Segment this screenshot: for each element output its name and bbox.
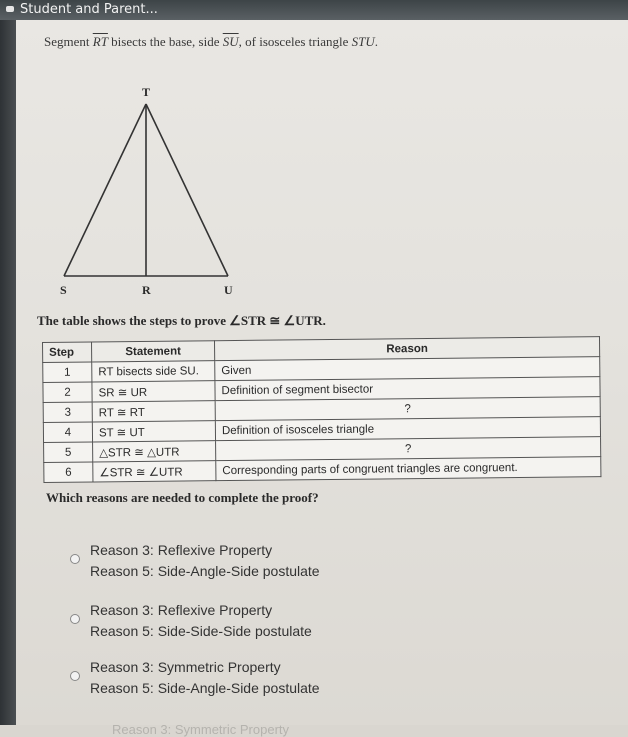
reason-cell-missing: ?: [215, 397, 600, 421]
problem-end: .: [374, 34, 378, 49]
reason-cell: Corresponding parts of congruent triangles are congruent.: [216, 457, 601, 481]
step-number: 2: [43, 382, 92, 403]
left-edge: [0, 20, 16, 725]
step-number: 5: [44, 442, 93, 463]
option-line-2: Reason 5: Side-Angle-Side postulate: [90, 680, 320, 696]
statement-cell: RT bisects side SU.: [92, 361, 215, 382]
radio-button[interactable]: [70, 671, 80, 681]
problem-prefix: Segment: [44, 34, 93, 49]
vertex-t-label: T: [142, 85, 151, 99]
option-line-1: Reason 3: Reflexive Property: [90, 542, 273, 558]
header-statement: Statement: [92, 341, 215, 362]
reason-cell: Given: [215, 357, 600, 381]
radio-button[interactable]: [70, 554, 80, 564]
step-number: 3: [43, 402, 92, 423]
problem-suffix: , of isosceles triangle: [238, 34, 352, 49]
question-page: [16, 20, 628, 737]
side-st: [64, 104, 146, 276]
header-reason: Reason: [214, 337, 599, 361]
window-title: Student and Parent...: [20, 2, 158, 17]
statement-cell: RT ≅ RT: [92, 401, 215, 422]
problem-mid: bisects the base, side: [107, 34, 223, 49]
triangle-name: STU: [351, 34, 375, 49]
proof-table: [42, 336, 601, 483]
table-caption: The table shows the steps to prove ∠STR ≅ ∠UTR.: [37, 313, 326, 328]
reason-cell-missing: ?: [216, 437, 601, 461]
app-icon: [6, 6, 14, 12]
segment-rt: RT: [92, 34, 108, 49]
step-number: 1: [43, 362, 92, 383]
statement-cell: △STR ≅ △UTR: [93, 441, 216, 462]
header-step: Step: [43, 342, 92, 363]
point-r-label: R: [142, 283, 151, 297]
radio-button[interactable]: [70, 614, 80, 624]
vertex-u-label: U: [224, 283, 233, 297]
statement-cell: SR ≅ UR: [92, 381, 215, 402]
statement-cell: ST ≅ UT: [92, 421, 215, 442]
answer-option-4-partial[interactable]: Reason 3: Symmetric Property: [112, 722, 290, 737]
side-tu: [146, 104, 228, 276]
option-line-1: Reason 3: Symmetric Property: [90, 659, 281, 675]
option-line-2: Reason 5: Side-Side-Side postulate: [90, 623, 312, 639]
triangle-figure: [56, 82, 246, 302]
reason-cell: Definition of isosceles triangle: [215, 417, 600, 441]
reason-cell: Definition of segment bisector: [215, 377, 600, 401]
segment-su: SU: [222, 34, 239, 49]
question-prompt: Which reasons are needed to complete the proof?: [46, 490, 319, 505]
problem-statement: [44, 34, 378, 50]
top-bar: [0, 0, 628, 20]
statement-cell: ∠STR ≅ ∠UTR: [93, 461, 216, 482]
step-number: 4: [43, 422, 92, 443]
option-line-2: Reason 5: Side-Angle-Side postulate: [90, 563, 320, 579]
step-number: 6: [44, 462, 93, 483]
vertex-s-label: S: [60, 283, 67, 297]
option-line-1: Reason 3: Reflexive Property: [90, 602, 273, 618]
